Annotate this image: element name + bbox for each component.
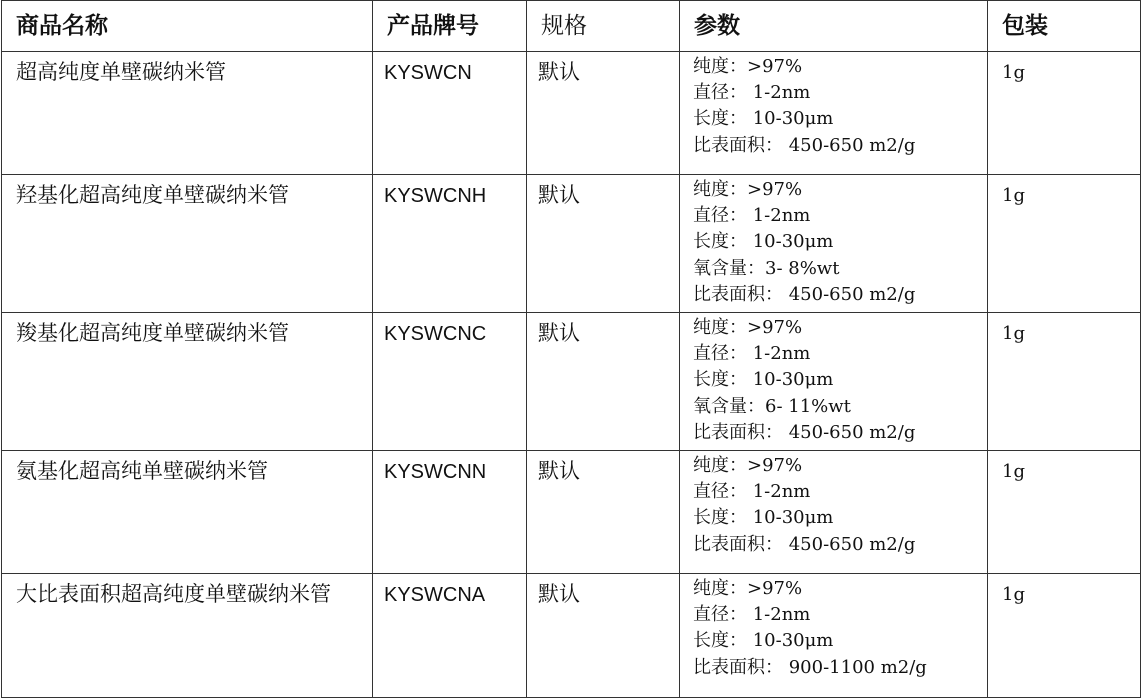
param-oxygen-content: 氧含量：6- 11%wt xyxy=(693,395,851,417)
cell-name: 氨基化超高纯单壁碳纳米管 xyxy=(2,451,373,574)
header-row xyxy=(2,1,1141,52)
cell-params xyxy=(680,574,988,698)
cell-code: KYSWCNC xyxy=(373,313,527,451)
param-length: 长度： 10-30μm xyxy=(693,507,834,529)
cell-name: 羧基化超高纯度单壁碳纳米管 xyxy=(2,313,373,451)
param-purity: 纯度：>97% xyxy=(693,317,803,338)
header-spec: 规格 xyxy=(527,1,680,52)
param-length: 长度： 10-30μm xyxy=(693,630,834,652)
param-purity: 纯度：>97% xyxy=(693,56,803,77)
param-diameter: 直径： 1-2nm xyxy=(693,205,811,227)
param-oxygen-content: 氧含量：3- 8%wt xyxy=(693,257,840,279)
cell-params xyxy=(680,52,988,175)
param-diameter: 直径： 1-2nm xyxy=(693,82,811,104)
param-surface-area: 比表面积： 900-1100 m2/g xyxy=(693,656,927,678)
param-diameter: 直径： 1-2nm xyxy=(693,343,811,365)
table-row xyxy=(2,175,1141,313)
param-purity: 纯度：>97% xyxy=(693,179,803,200)
cell-name: 超高纯度单壁碳纳米管 xyxy=(2,52,373,175)
cell-code: KYSWCNN xyxy=(373,451,527,574)
table-row xyxy=(2,313,1141,451)
cell-code: KYSWCNA xyxy=(373,574,527,698)
header-code: 产品牌号 xyxy=(373,1,527,52)
param-length: 长度： 10-30μm xyxy=(693,369,834,391)
cell-spec: 默认 xyxy=(527,175,680,313)
cell-spec: 默认 xyxy=(527,313,680,451)
param-surface-area: 比表面积： 450-650 m2/g xyxy=(693,283,916,305)
cell-params xyxy=(680,175,988,313)
header-pack: 包装 xyxy=(988,1,1141,52)
table-row xyxy=(2,451,1141,574)
cell-spec: 默认 xyxy=(527,451,680,574)
cell-pack: 1g xyxy=(988,574,1141,698)
param-surface-area: 比表面积： 450-650 m2/g xyxy=(693,134,916,156)
param-surface-area: 比表面积： 450-650 m2/g xyxy=(693,421,916,443)
param-length: 长度： 10-30μm xyxy=(693,108,834,130)
table-row xyxy=(2,574,1141,698)
table-row xyxy=(2,52,1141,175)
cell-spec: 默认 xyxy=(527,574,680,698)
cell-params xyxy=(680,313,988,451)
cell-pack: 1g xyxy=(988,52,1141,175)
cell-pack: 1g xyxy=(988,175,1141,313)
cell-spec: 默认 xyxy=(527,52,680,175)
cell-pack: 1g xyxy=(988,313,1141,451)
param-diameter: 直径： 1-2nm xyxy=(693,604,811,626)
param-length: 长度： 10-30μm xyxy=(693,231,834,253)
param-diameter: 直径： 1-2nm xyxy=(693,481,811,503)
cell-code: KYSWCN xyxy=(373,52,527,175)
cell-name: 大比表面积超高纯度单壁碳纳米管 xyxy=(2,574,373,698)
header-name: 商品名称 xyxy=(2,1,373,52)
cell-pack: 1g xyxy=(988,451,1141,574)
cell-params xyxy=(680,451,988,574)
cell-code: KYSWCNH xyxy=(373,175,527,313)
param-purity: 纯度：>97% xyxy=(693,455,803,476)
cell-name: 羟基化超高纯度单壁碳纳米管 xyxy=(2,175,373,313)
param-purity: 纯度：>97% xyxy=(693,578,803,599)
header-params: 参数 xyxy=(680,1,988,52)
param-surface-area: 比表面积： 450-650 m2/g xyxy=(693,533,916,555)
product-table xyxy=(1,0,1141,698)
